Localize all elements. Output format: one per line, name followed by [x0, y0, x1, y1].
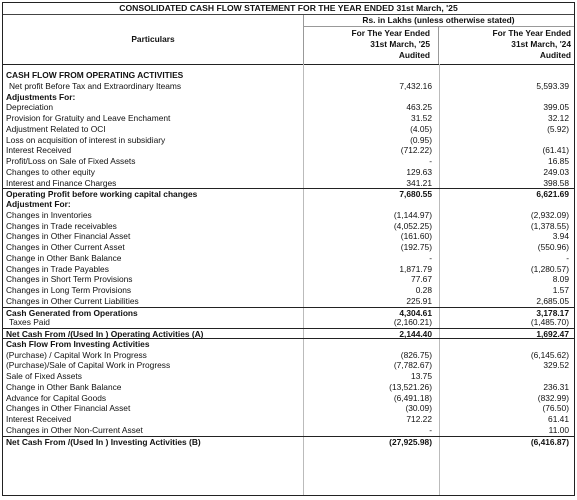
value-2025: 77.67: [411, 274, 432, 285]
row-label: Changes in Trade Payables: [6, 263, 109, 274]
value-2024: 32.12: [548, 113, 569, 123]
row-label: Operating Profit before working capital changes: [6, 189, 198, 200]
value-2024: 3.94: [552, 231, 569, 242]
value-2024: 3,178.17: [536, 307, 569, 318]
table-row: [3, 350, 574, 361]
value-2025: (4.05): [410, 123, 432, 134]
value-2025: (13,521.26): [389, 381, 432, 392]
row-label: (Purchase)/Sale of Capital Work in Progress: [6, 360, 171, 371]
table-row: [3, 81, 574, 92]
table-row: [3, 113, 574, 124]
column-header-2025-line: For The Year Ended: [351, 28, 430, 38]
table-row: [3, 371, 574, 382]
value-2024: (832.99): [537, 392, 569, 403]
row-label: Adjustment For:: [6, 199, 71, 209]
value-2025: (826.75): [400, 349, 432, 360]
value-2025: 225.91: [406, 295, 432, 306]
value-2025: 1,871.79: [399, 263, 432, 274]
column-header-2024-line: Audited: [539, 50, 571, 60]
value-2025: (161.60): [400, 231, 432, 242]
row-label: Advance for Capital Goods: [6, 392, 107, 403]
row-label: Adjustments For:: [6, 91, 76, 102]
value-2025: (27,925.98): [389, 436, 432, 447]
row-label: Depreciation: [6, 102, 54, 113]
table-row: [3, 360, 574, 371]
value-2024: 398.58: [543, 177, 569, 188]
column-header-2025-line: 31st March, '25: [370, 39, 430, 49]
row-label: Interest and Finance Charges: [6, 177, 117, 188]
value-2025: -: [429, 156, 432, 166]
row-label: Interest Received: [6, 414, 72, 424]
table-row: [3, 167, 574, 178]
value-2025: 129.63: [406, 166, 432, 177]
value-2025: (192.75): [400, 242, 432, 252]
row-label: Cash Generated from Operations: [6, 307, 138, 318]
table-row: [3, 199, 574, 210]
table-row: [3, 253, 574, 264]
table-row: [3, 221, 574, 232]
value-2024: 249.03: [543, 166, 569, 177]
table-row: [3, 274, 574, 285]
table-row: [3, 178, 574, 189]
value-2024: -: [566, 252, 569, 263]
row-label: Changes in Other Non-Current Asset: [6, 424, 143, 435]
value-2024: (1,280.57): [530, 263, 569, 274]
value-2025: (2,160.21): [393, 317, 432, 328]
value-2024: 6,621.69: [536, 189, 569, 200]
table-row: [3, 436, 574, 447]
table-row: [3, 102, 574, 113]
statement-title: CONSOLIDATED CASH FLOW STATEMENT FOR THE YEAR ENDED 31st March, '25: [3, 3, 574, 15]
table-row: [3, 242, 574, 253]
value-2025: -: [429, 424, 432, 435]
table-row: [3, 307, 574, 318]
value-2025: (7,782.67): [393, 360, 432, 371]
row-label: Net Cash From /(Used In ) Investing Activities (B): [6, 436, 201, 447]
row-label: Net Cash From /(Used In ) Operating Activities (A): [6, 329, 204, 339]
table-header: [3, 15, 574, 65]
value-2024: (6,145.62): [530, 349, 569, 360]
particulars-header: Particulars: [3, 15, 304, 64]
value-2024: 2,685.05: [536, 295, 569, 306]
row-label: Changes in Other Current Asset: [6, 242, 125, 252]
value-2024: 1,692.47: [536, 329, 569, 339]
value-2025: 13.75: [411, 371, 432, 381]
value-2025: 2,144.40: [399, 329, 432, 339]
value-2025: 712.22: [406, 414, 432, 424]
value-2024: 5,593.39: [536, 80, 569, 91]
row-label: Net profit Before Tax and Extraordinary Iteams: [9, 80, 182, 91]
value-2024: 61.41: [548, 414, 569, 424]
value-2024: (550.96): [537, 242, 569, 252]
row-label: Changes in Long Term Provisions: [6, 285, 132, 295]
row-label: Changes in Other Current Liabilities: [6, 295, 139, 306]
row-label: Changes in Other Financial Asset: [6, 231, 131, 242]
column-header-2024-line: For The Year Ended: [492, 28, 571, 38]
value-2024: (1,378.55): [530, 220, 569, 231]
value-2024: 329.52: [543, 360, 569, 371]
value-2025: (1,144.97): [393, 209, 432, 220]
table-row: [3, 328, 574, 339]
table-row: [3, 414, 574, 425]
column-header-2024: [439, 26, 574, 64]
row-label: Adjustment Related to OCI: [6, 123, 106, 134]
value-2024: (76.50): [542, 403, 569, 414]
table-row: [3, 296, 574, 307]
value-2024: 16.85: [548, 156, 569, 166]
value-2025: (6,491.18): [393, 392, 432, 403]
table-row: [3, 339, 574, 350]
value-2025: 7,432.16: [399, 80, 432, 91]
table-row: [3, 393, 574, 404]
table-row: [3, 70, 574, 81]
value-2024: 1.57: [552, 285, 569, 295]
units-header: Rs. in Lakhs (unless otherwise stated): [303, 15, 574, 27]
row-label: Changes to other equity: [6, 166, 95, 177]
table-row: [3, 145, 574, 156]
value-2025: (30.09): [405, 403, 432, 414]
value-2024: (2,932.09): [530, 209, 569, 220]
value-2025: (4,052.25): [393, 220, 432, 231]
statement-body: [3, 70, 574, 446]
value-2024: (6,416.87): [530, 436, 569, 447]
row-label: Cash Flow From Investing Activities: [6, 338, 150, 349]
row-label: Taxes Paid: [9, 317, 50, 328]
value-2024: (61.41): [542, 145, 569, 156]
column-header-2025-line: Audited: [398, 50, 430, 60]
row-label: Profit/Loss on Sale of Fixed Assets: [6, 156, 136, 166]
row-label: Changes in Trade receivables: [6, 220, 117, 231]
value-2025: 7,680.55: [399, 189, 432, 200]
column-header-2024-line: 31st March, '24: [511, 39, 571, 49]
row-label: Change in Other Bank Balance: [6, 381, 122, 392]
table-row: [3, 285, 574, 296]
row-label: Change in Other Bank Balance: [6, 252, 122, 263]
row-label: Interest Received: [6, 145, 72, 156]
value-2024: 8.09: [552, 274, 569, 285]
cash-flow-statement: [2, 2, 575, 496]
value-2025: 463.25: [406, 102, 432, 113]
row-label: Changes in Other Financial Asset: [6, 403, 131, 414]
table-row: [3, 156, 574, 167]
table-row: [3, 425, 574, 436]
row-label: Sale of Fixed Assets: [6, 371, 82, 381]
value-2024: 11.00: [548, 424, 569, 435]
value-2024: (1,485.70): [530, 317, 569, 328]
row-label: Changes in Short Term Provisions: [6, 274, 133, 285]
table-row: [3, 264, 574, 275]
table-row: [3, 210, 574, 221]
value-2024: 399.05: [543, 102, 569, 113]
row-label: (Purchase) / Capital Work In Progress: [6, 349, 147, 360]
table-row: [3, 317, 574, 328]
value-2025: 0.28: [415, 285, 432, 295]
row-label: Loss on acquisition of interest in subsidiary: [6, 134, 166, 145]
table-row: [3, 135, 574, 146]
value-2025: 341.21: [406, 177, 432, 188]
table-row: [3, 403, 574, 414]
table-row: [3, 188, 574, 199]
value-2025: (0.95): [410, 134, 432, 145]
table-row: [3, 231, 574, 242]
value-2025: -: [429, 252, 432, 263]
table-row: [3, 382, 574, 393]
table-row: [3, 124, 574, 135]
value-2025: (712.22): [400, 145, 432, 156]
value-2024: (5.92): [547, 123, 569, 134]
row-label: CASH FLOW FROM OPERATING ACTIVITIES: [6, 70, 184, 80]
row-label: Changes in Inventories: [6, 209, 92, 220]
value-2025: 4,304.61: [399, 307, 432, 318]
column-header-2025: [303, 26, 439, 64]
value-2024: 236.31: [543, 381, 569, 392]
row-label: Provision for Gratuity and Leave Enchament: [6, 113, 171, 123]
table-row: [3, 92, 574, 103]
value-2025: 31.52: [411, 113, 432, 123]
